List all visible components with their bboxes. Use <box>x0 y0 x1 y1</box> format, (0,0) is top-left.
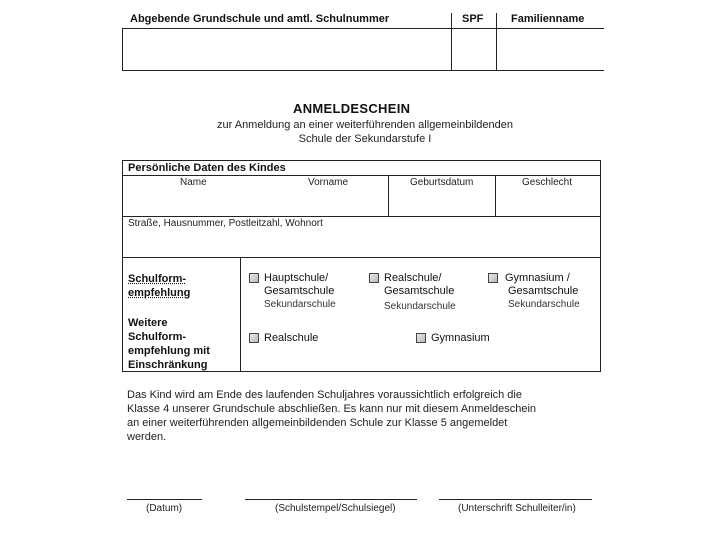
paragraph-line2: Klasse 4 unserer Grundschule abschließen. Es kann nur mit diesem Anmeldeschein <box>127 403 537 415</box>
spf-field[interactable] <box>453 30 495 69</box>
hauptschule-label-3: Sekundarschule <box>264 299 336 310</box>
restricted-label-line1: Weitere <box>128 317 168 329</box>
address-label: Straße, Hausnummer, Postleitzahl, Wohnort <box>128 218 323 229</box>
personal-top-border <box>122 160 601 161</box>
date-line[interactable] <box>127 499 202 500</box>
form-title: ANMELDESCHEIN <box>293 101 411 116</box>
signature-line[interactable] <box>439 499 592 500</box>
paragraph-line1: Das Kind wird am Ende des laufenden Schuljahres voraussichtlich erfolgreich die <box>127 389 522 401</box>
top-table-header-line <box>122 28 604 29</box>
realschule-label: Realschule/ <box>384 272 442 284</box>
restricted-label-line3: empfehlung mit <box>128 345 210 357</box>
col-geburtsdatum-label: Geburtsdatum <box>410 177 474 188</box>
top-col-familyname-label: Familienname <box>511 13 585 25</box>
restricted-gymnasium-label: Gymnasium <box>431 332 490 344</box>
paragraph-line3: an einer weiterführenden allgemeinbildenden Schule zur Klasse 5 angemeldet <box>127 417 508 429</box>
recommendation-label-line2: empfehlung <box>128 287 191 299</box>
gymnasium-checkbox[interactable] <box>488 273 498 283</box>
personal-header-line <box>122 175 601 176</box>
gymnasium-label: Gymnasium / <box>505 272 570 284</box>
col-divider-2 <box>495 175 496 217</box>
restricted-realschule-label: Realschule <box>264 332 319 344</box>
paragraph-line4: werden. <box>127 431 167 443</box>
hauptschule-label-2: Gesamtschule <box>264 285 335 297</box>
top-table-left-border <box>122 28 123 71</box>
recommendation-label-line1: Schulform- <box>128 273 187 285</box>
gymnasium-label-3: Sekundarschule <box>508 299 580 310</box>
familyname-field[interactable] <box>498 30 602 69</box>
personal-row-line <box>122 216 601 217</box>
restricted-label-line4: Einschränkung <box>128 359 208 371</box>
personal-right-border <box>600 160 601 372</box>
realschule-checkbox[interactable] <box>369 273 379 283</box>
realschule-label-2: Gesamtschule <box>384 285 455 297</box>
gymnasium-label-2: Gesamtschule <box>508 285 579 297</box>
school-number-field[interactable] <box>124 30 450 69</box>
child-birthdate-field[interactable] <box>390 190 494 215</box>
address-bottom-line <box>122 257 601 258</box>
restricted-label-line2: Schulform- <box>128 331 187 343</box>
date-caption: (Datum) <box>146 503 183 514</box>
restricted-realschule-checkbox[interactable] <box>249 333 259 343</box>
top-col-school-label: Abgebende Grundschule und amtl. Schulnummer <box>130 13 390 25</box>
hauptschule-label: Hauptschule/ <box>264 272 329 284</box>
recommendation-divider <box>240 257 241 372</box>
child-name-field[interactable] <box>124 190 386 215</box>
stamp-line[interactable] <box>245 499 417 500</box>
col-name-label: Name <box>180 177 207 188</box>
top-table-divider-2 <box>496 13 497 71</box>
col-geschlecht-label: Geschlecht <box>522 177 573 188</box>
signature-caption: (Unterschrift Schulleiter/in) <box>458 503 576 514</box>
personal-data-heading: Persönliche Daten des Kindes <box>128 162 286 174</box>
col-divider-1 <box>388 175 389 217</box>
form-subtitle-line1: zur Anmeldung an einer weiterführenden allgemeinbildenden <box>217 119 513 131</box>
col-vorname-label: Vorname <box>308 177 349 188</box>
realschule-label-3: Sekundarschule <box>384 301 456 312</box>
top-table-divider-1 <box>451 13 452 71</box>
child-gender-field[interactable] <box>497 190 599 215</box>
top-col-spf-label: SPF <box>462 13 484 25</box>
hauptschule-checkbox[interactable] <box>249 273 259 283</box>
stamp-caption: (Schulstempel/Schulsiegel) <box>275 503 396 514</box>
form-subtitle-line2: Schule der Sekundarstufe I <box>298 133 432 145</box>
personal-left-border <box>122 160 123 372</box>
address-field[interactable] <box>124 231 598 255</box>
top-table-bottom-line <box>122 70 604 71</box>
restricted-gymnasium-checkbox[interactable] <box>416 333 426 343</box>
personal-bottom-border <box>122 371 601 372</box>
